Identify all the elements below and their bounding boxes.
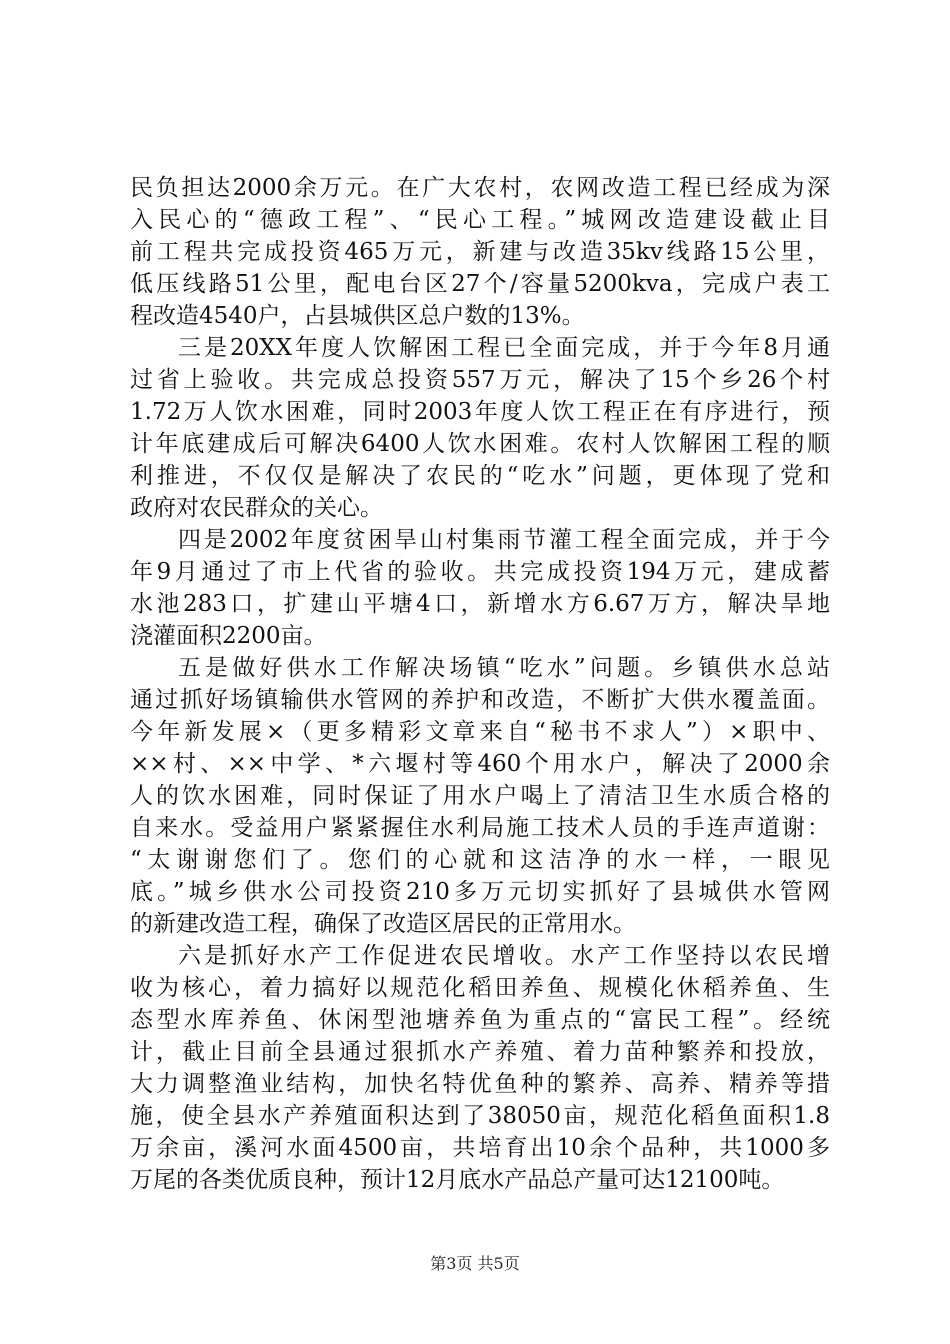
text-line: 过省上验收。共完成总投资557万元，解决了15个乡26个村 [130,367,830,393]
paragraph-start-line: 五是做好供水工作解决场镇“吃水”问题。乡镇供水总站 [178,655,830,681]
text-line: 人的饮水困难，同时保证了用水户喝上了清洁卫生水质合格的 [130,783,830,809]
text-line: 低压线路51公里，配电台区27个/容量5200kva，完成户表工 [130,271,830,297]
text-line: 浇灌面积2200亩。 [130,623,327,649]
text-line: 万尾的各类优质良种，预计12月底水产品总产量可达12100吨。 [130,1167,785,1193]
text-line: 通过抓好场镇输供水管网的养护和改造，不断扩大供水覆盖面。 [130,687,830,713]
text-line: 收为核心，着力搞好以规范化稻田养鱼、规模化休稻养鱼、生 [130,975,830,1001]
page-number-footer: 第3页 共5页 [430,1254,520,1273]
text-line: ××村、××中学、*六堰村等460个用水户，解决了2000余 [130,751,830,777]
text-line: 年9月通过了市上代省的验收。共完成投资194万元，建成蓄 [130,559,830,585]
text-line: 政府对农民群众的关心。 [130,495,383,521]
text-line: 民负担达2000余万元。在广大农村，农网改造工程已经成为深 [130,175,830,201]
text-line: 态型水库养鱼、休闲型池塘养鱼为重点的“富民工程”。经统 [130,1007,830,1033]
text-line: 前工程共完成投资465万元，新建与改造35kv线路15公里， [130,239,830,265]
text-line: 1.72万人饮水困难，同时2003年度人饮工程正在有序进行，预 [130,399,830,425]
text-line: 今年新发展×（更多精彩文章来自“秘书不求人”）×职中、 [130,719,830,745]
text-line: 程改造4540户，占县城供区总户数的13%。 [130,303,585,329]
text-line: “太谢谢您们了。您们的心就和这洁净的水一样，一眼见 [130,847,830,873]
text-line: 底。”城乡供水公司投资210多万元切实抓好了县城供水管网 [130,879,830,905]
paragraph-start-line: 四是2002年度贫困旱山村集雨节灌工程全面完成，并于今 [178,527,830,553]
text-line: 施，使全县水产养殖面积达到了38050亩，规范化稻鱼面积1.8 [130,1103,830,1129]
body-text [130,172,830,1196]
text-line: 入民心的“德政工程”、“民心工程。”城网改造建设截止目 [130,207,830,233]
text-line: 水池283口，扩建山平塘4口，新增水方6.67万方，解决旱地 [130,591,830,617]
text-line: 万余亩，溪河水面4500亩，共培育出10余个品种，共1000多 [130,1135,830,1161]
text-line: 自来水。受益用户紧紧握住水利局施工技术人员的手连声道谢： [130,815,830,841]
text-line: 计，截止目前全县通过狠抓水产养殖、着力苗种繁养和投放， [130,1039,830,1065]
text-line: 利推进，不仅仅是解决了农民的“吃水”问题，更体现了党和 [130,463,830,489]
text-line: 的新建改造工程，确保了改造区居民的正常用水。 [130,911,636,937]
paragraph-start-line: 六是抓好水产工作促进农民增收。水产工作坚持以农民增 [178,943,830,969]
paragraph-start-line: 三是20XX年度人饮解困工程已全面完成，并于今年8月通 [178,335,830,361]
text-line: 计年底建成后可解决6400人饮水困难。农村人饮解困工程的顺 [130,431,830,457]
text-line: 大力调整渔业结构，加快名特优鱼种的繁养、高养、精养等措 [130,1071,830,1097]
